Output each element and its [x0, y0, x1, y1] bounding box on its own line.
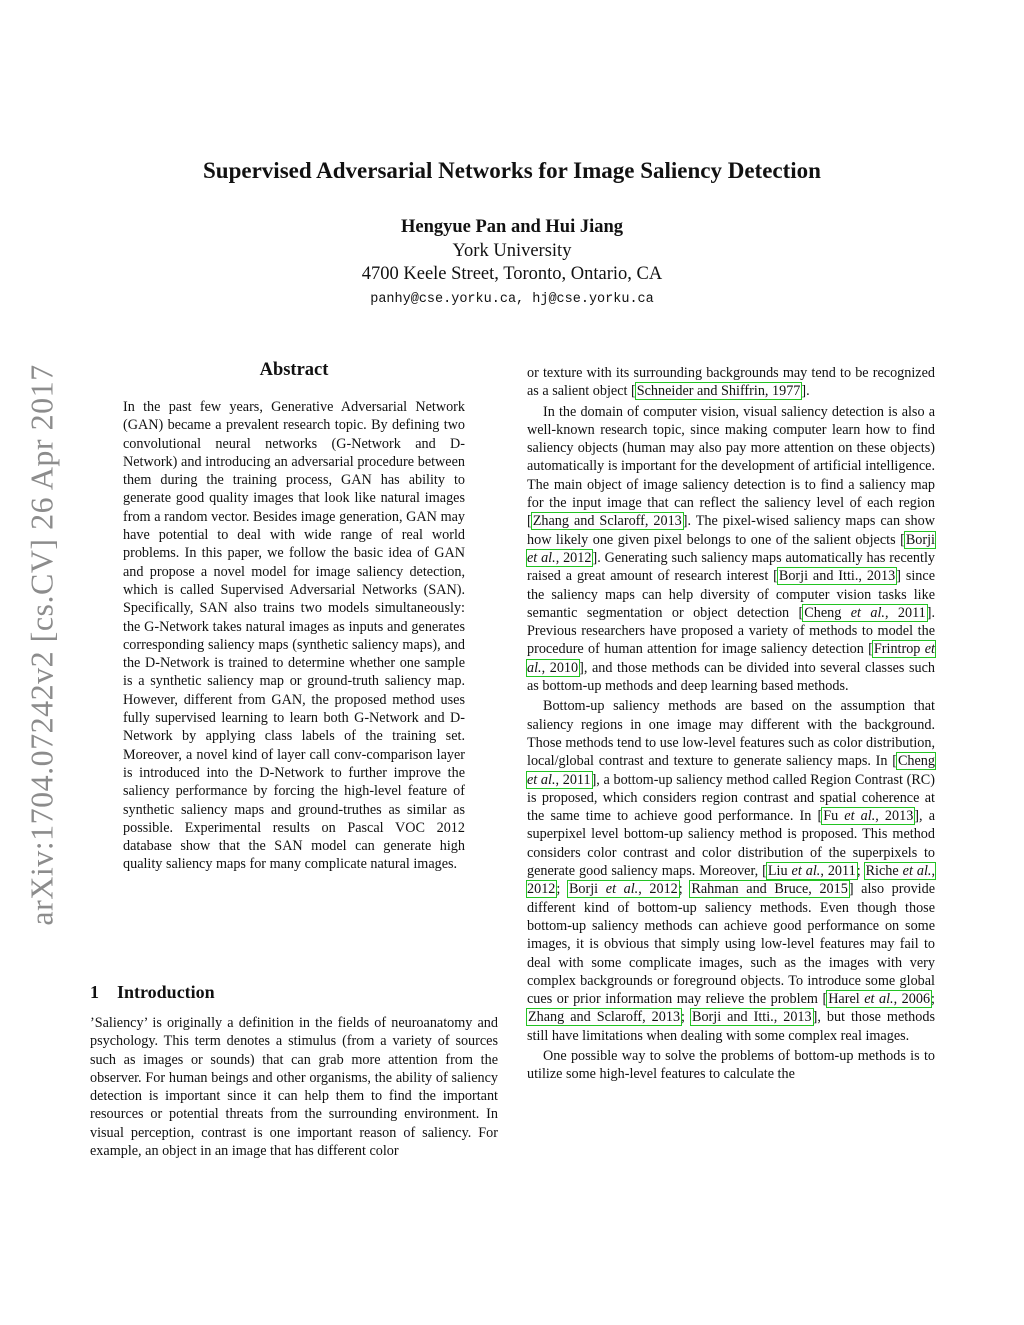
- author-emails: panhy@cse.yorku.ca, hj@cse.yorku.ca: [370, 292, 654, 307]
- citation-link[interactable]: Borji et al., 2012: [568, 881, 678, 898]
- right-paragraph-1: or texture with its surrounding backgrounds may tend to be recognized as a salient object [Schneider and Shiffrin, 1977].: [527, 365, 935, 400]
- citation-link[interactable]: Borji et al., 2012: [527, 531, 935, 566]
- paper-title: Supervised Adversarial Networks for Image Saliency Detection: [203, 158, 821, 183]
- address: 4700 Keele Street, Toronto, Ontario, CA: [361, 264, 663, 284]
- intro-paragraph-1: ’Saliency’ is originally a definition in the fields of neuroanatomy and psychology. This term denotes a stimulus (from a variety of sources such as images or sounds) that can grab more attention from the observer. For human beings and other organisms, the ability of saliency detection is important since it can help them to find the important resources or potential threats from the surrounding environment. In visual perception, contrast is one important reason of saliency. For example, an object in an image that has different color: [90, 1015, 498, 1160]
- section-heading-introduction: [90, 982, 215, 1003]
- right-column: [527, 364, 935, 1086]
- citation-link[interactable]: Riche et al., 2012: [527, 863, 935, 898]
- citation-link[interactable]: Borji and Itti., 2013: [691, 1009, 812, 1026]
- right-paragraph-3: Bottom-up saliency methods are based on the assumption that saliency regions in one image may different with the background. Those methods tend to use low-level features such as color distribution, local/global contrast and texture to generate saliency maps. In [Cheng et al., 2011], a bottom-up saliency method called Region Contrast (RC) is proposed, which considers region contrast and spatial coherence at the same time to achieve good performance. In [Fu et al., 2013], a superpixel level bottom-up saliency method is proposed. This method considers color contrast and color distribution of the superpixels to generate good saliency maps. Moreover, [Liu et al., 2011; Riche et al., 2012; Borji et al., 2012; Rahman and Bruce, 2015] also provide different kind of bottom-up saliency methods. Even though those bottom-up saliency methods can achieve good performance on some images, it is obvious that simply using low-level features may fail to deal with some complicate images, such as the images with very complex backgrounds or foreground objects. To introduce some global cues or prior information may relieve the problem [Harel et al., 2006; Zhang and Sclaroff, 2013; Borji and Itti., 2013], but those methods still have limitations when dealing with some complex real images.: [527, 698, 936, 1044]
- arxiv-stamp: [0, 0, 60, 1325]
- citation-link[interactable]: Borji and Itti., 2013: [778, 568, 896, 585]
- abstract-heading: Abstract: [259, 360, 329, 380]
- citation-link[interactable]: Liu et al., 2011: [767, 863, 856, 880]
- abstract-body: In the past few years, Generative Adversarial Network (GAN) became a prevalent research topic. By defining two convolutional neural networks (G-Network and D-Network) and introducing an adversarial procedure between them during the training process, GAN has ability to generate good quality images that look like natural images from a random vector. Besides image generation, GAN may have potential to deal with wide range of real world problems. In this paper, we follow the basic idea of GAN and propose a novel model for image saliency detection, which is called Supervised Adversarial Networks (SAN). Specifically, SAN also trains two models simultaneously: the G-Network takes natural images as inputs and generates corresponding saliency maps (synthetic saliency maps), and the D-Network is trained to determine whether one sample is a synthetic saliency map or ground-truth saliency map. However, different from GAN, the proposed method uses fully supervised learning to learn both G-Network and D-Network by applying class labels of the training set. Moreover, a novel kind of layer call conv-comparison layer is introduced into the D-Network to further improve the saliency performance by forcing the high-level feature of synthetic saliency maps and ground-truthes as similar as possible. Experimental results on Pascal VOC 2012 database show that the SAN model can generate high quality saliency maps for many complicate natural images.: [123, 399, 465, 873]
- right-paragraph-2: In the domain of computer vision, visual saliency detection is also a well-known research topic, since making computer learn how to find saliency objects (human may also pay more attention on these objects) automatically is important for the development of artificial intelligence. The main object of image saliency detection is to find a saliency map for the input image that can reflect the saliency level of each region [Zhang and Sclaroff, 2013]. The pixel-wised saliency maps can show how likely one given pixel belongs to one of the salient objects [Borji et al., 2012]. Generating such saliency maps automatically has recently raised a great amount of research interest [Borji and Itti., 2013] since the saliency maps can help diversity of computer vision tasks like semantic segmentation or object detection [Cheng et al., 2011]. Previous researchers have proposed a variety of methods to model the procedure of human attention for image saliency detection [Frintrop et al., 2010], and those methods can be divided into several classes such as bottom-up methods and deep learning based methods.: [527, 403, 936, 695]
- citation-link[interactable]: Cheng et al., 2011: [804, 604, 926, 621]
- citation-link[interactable]: Fu et al., 2013: [823, 808, 914, 825]
- citation-link[interactable]: Frintrop et al., 2010: [527, 641, 935, 676]
- section-title: Introduction: [117, 982, 215, 1002]
- affiliation: York University: [452, 241, 572, 261]
- citation-link[interactable]: Harel et al., 2006: [828, 991, 931, 1008]
- citation-link[interactable]: Zhang and Sclaroff, 2013: [528, 1009, 681, 1026]
- citation-link[interactable]: Rahman and Bruce, 2015: [691, 881, 848, 898]
- right-paragraph-4: One possible way to solve the problems of bottom-up methods is to utilize some high-level features to calculate the: [527, 1047, 935, 1083]
- arxiv-identifier: arXiv:1704.07242v2 [cs.CV] 26 Apr 2017: [23, 364, 60, 926]
- left-column: [90, 1014, 498, 1162]
- paper-authors: Hengyue Pan and Hui Jiang: [400, 217, 624, 237]
- section-number: 1: [90, 982, 99, 1002]
- citation-link[interactable]: Cheng et al., 2011: [527, 753, 935, 788]
- citation-link[interactable]: Zhang and Sclaroff, 2013: [532, 513, 682, 530]
- citation-link[interactable]: Schneider and Shiffrin, 1977: [636, 383, 801, 400]
